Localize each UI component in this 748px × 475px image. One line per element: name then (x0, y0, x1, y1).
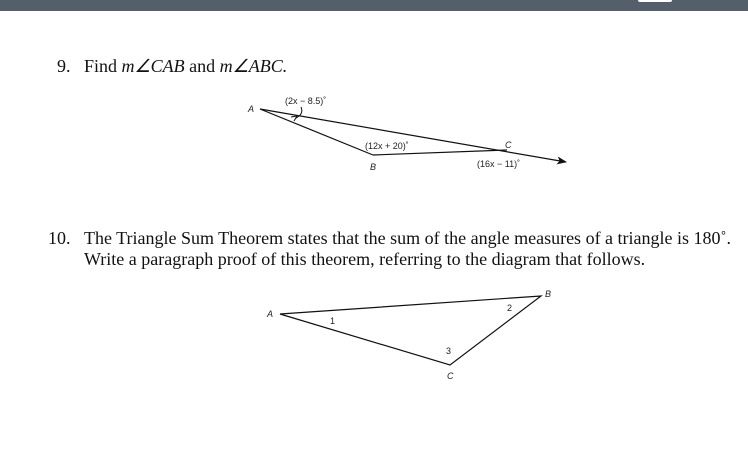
problem-9-prefix: Find (84, 56, 122, 76)
fig10-vertex-a: A (267, 309, 274, 319)
fig9-angle-a-label: (2x − 8.5)˚ (285, 96, 327, 106)
fig10-vertex-b: B (545, 289, 552, 299)
fig10-vertex-c: C (447, 371, 454, 381)
fig9-angle-c-exterior-label: (16x − 11)˚ (477, 159, 521, 169)
fig10-angle-1: 1 (330, 316, 336, 326)
problem-9-connector: and (184, 56, 220, 76)
fig10-angle-3: 3 (446, 346, 452, 356)
problem-10-line-1: The Triangle Sum Theorem states that the sum of the angle measures of a triangle is 180˚. (84, 228, 732, 248)
problem-10-line-2: Write a paragraph proof of this theorem, referring to the diagram that follows. (84, 249, 646, 269)
triangle-abc (280, 296, 541, 365)
fig9-vertex-b: B (370, 162, 377, 172)
fig10-angle-2: 2 (507, 303, 513, 313)
fig9-vertex-a: A (248, 104, 255, 114)
problem-10-number: 10. (48, 228, 71, 248)
problem-9-angle-abc: m∠ABC. (219, 56, 288, 76)
problem-9-angle-cab: m∠CAB (121, 56, 185, 76)
side-ab (260, 109, 373, 155)
problem-9-number: 9. (57, 56, 71, 76)
fig9-vertex-c: C (505, 140, 512, 150)
angle-a-arc-arrow (291, 116, 297, 121)
problem-10-figure (266, 289, 551, 381)
problem-9-figure (247, 96, 566, 172)
fig9-angle-b-label: (12x + 20)˚ (365, 141, 409, 151)
